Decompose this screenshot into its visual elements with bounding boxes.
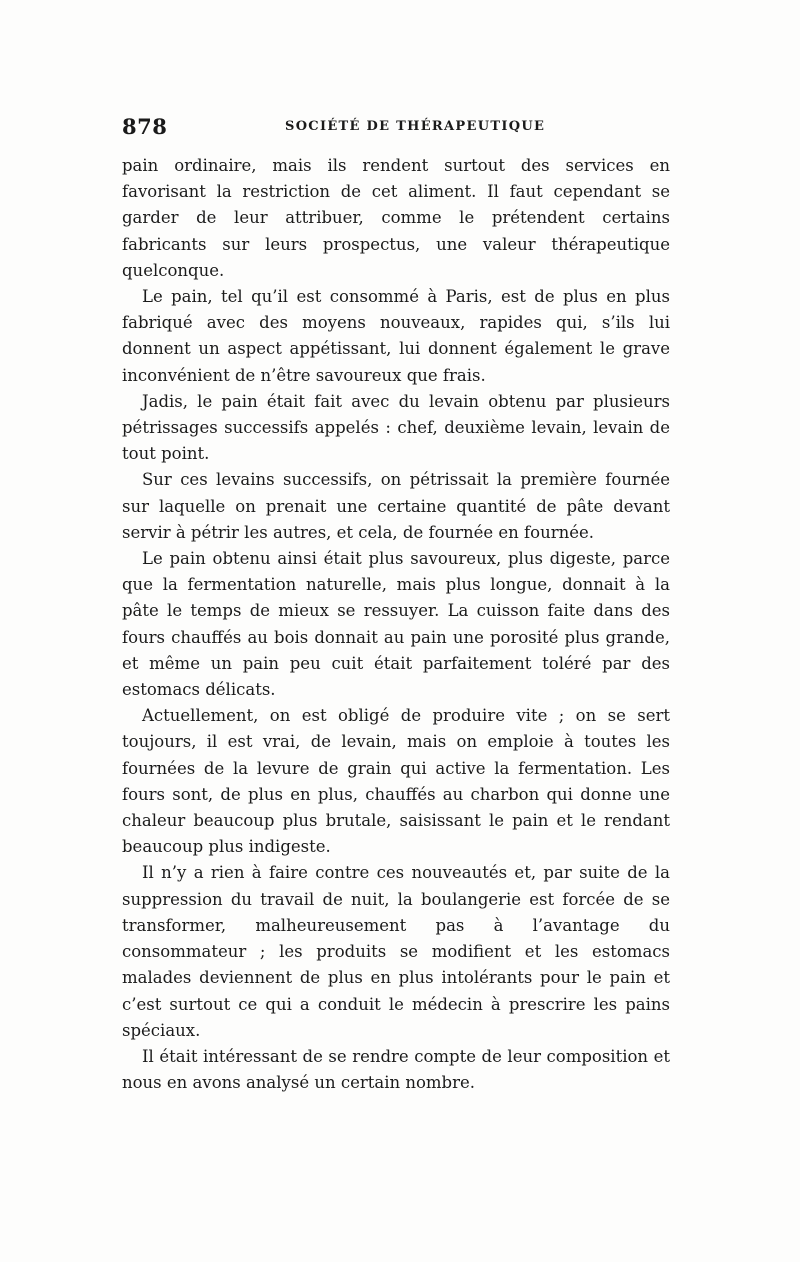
paragraph: Actuellement, on est obligé de produire vite ; on se sert toujours, il est vrai, de levain, mais on emploie à toutes les fournées de la levure de grain qui active la fermentation. Les fours sont, de plus en plus, chauffés au charbon qui donne une chaleur beaucoup plus brutale, saisissant le pain et le rendant beaucoup plus indigeste. — [122, 706, 670, 857]
paragraph: Il n’y a rien à faire contre ces nouveautés et, par suite de la suppression du travail de nuit, la boulangerie est forcée de se transformer, malheureusement pas à l’avantage du consommateur ; les produits se modifient et les estomacs malades deviennent de plus en plus intolérants pour le pain et c’est surtout ce qui a conduit le médecin à prescrire les pains spéciaux. — [122, 863, 670, 1040]
running-title: SOCIÉTÉ DE THÉRAPEUTIQUE — [285, 119, 546, 134]
paragraph: Sur ces levains successifs, on pétrissait la première fournée sur laquelle on prenait une certaine quantité de pâte devant servir à pétrir les autres, et cela, de fournée en fournée. — [122, 470, 670, 542]
page-header — [122, 114, 672, 144]
paragraph-continuation: pain ordinaire, mais ils rendent surtout des services en favorisant la restriction de cet aliment. Il faut cependant se garder de leur attribuer, comme le prétendent certains fabricants sur leurs prospectus, une valeur thérapeutique quelconque. — [122, 156, 670, 280]
page-number: 878 — [122, 114, 168, 139]
paragraph: Jadis, le pain était fait avec du levain obtenu par plusieurs pétrissages successifs appelés : chef, deuxième levain, levain de tout point. — [122, 391, 670, 464]
paragraph: Le pain obtenu ainsi était plus savoureux, plus digeste, parce que la fermentation naturelle, mais plus longue, donnait à la pâte le temps de mieux se ressuyer. La cuisson faite dans des fours chauffés au bois donnait au pain une porosité plus grande, et même un pain peu cuit était parfaitement toléré par des estomacs délicats. — [122, 549, 670, 700]
body-text — [122, 153, 670, 1096]
paragraph: Le pain, tel qu’il est consommé à Paris, est de plus en plus fabriqué avec des moyens nouveaux, rapides qui, s’ils lui donnent un aspect appétissant, lui donnent également le grave inconvénient de n’être savoureux que frais. — [122, 287, 670, 385]
paragraph: Il était intéressant de se rendre compte de leur composition et nous en avons analysé un certain nombre. — [122, 1046, 670, 1093]
